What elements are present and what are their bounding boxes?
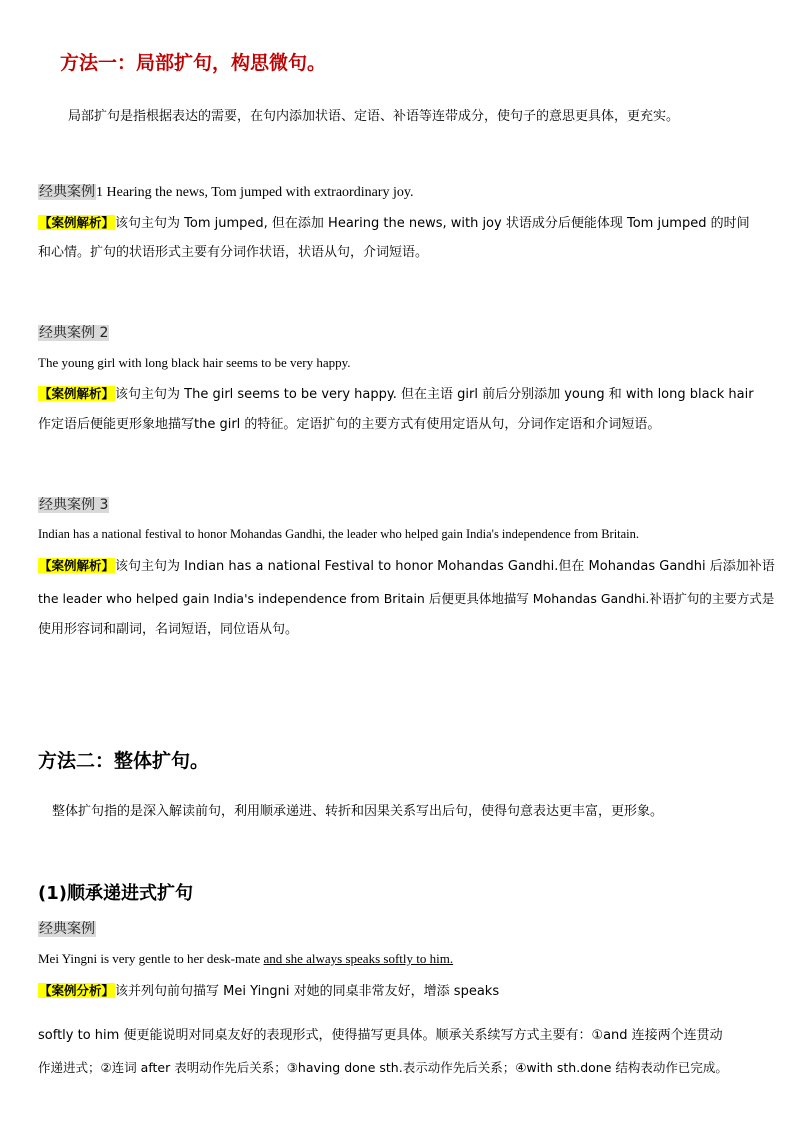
case1-analysis-text1: 该句主句为 Tom jumped, 但在添加 Hearing the news, with joy 状语成分后便能体现 Tom jumped 的时间 [115,216,750,231]
section1-analysis-line2: softly to him 便更能说明对同桌友好的表现形式，使得描写更具体。顺承关系续写方式主要有：①and 连接两个连贯动 [38,1028,723,1043]
case3-analysis-line3: 使用形容词和副词，名词短语，同位语从句。 [38,622,299,637]
method1-intro: 局部扩句是指根据表达的需要，在句内添加状语、定语、补语等连带成分，使句子的意思更具体，更充实。 [68,109,680,124]
case2-analysis-text1: 该句主句为 The girl seems to be very happy. 但在主语 girl 前后分别添加 young 和 with long black hair [115,387,754,402]
section1-title: (1)顺承递进式扩句 [38,883,193,904]
section1-sentence-plain: Mei Yingni is very gentle to her desk-mate [38,951,264,966]
case3-label: 经典案例 3 [39,497,109,513]
section1-analysis-line3: 作递进式；②连词 after 表明动作先后关系；③having done sth.表示动作先后关系；④with sth.done 结构表动作已完成。 [38,1060,728,1075]
method1-title: 方法一：局部扩句，构思微句。 [60,52,327,74]
section1-tag: 【案例分析】 [39,983,115,998]
case2-heading [38,322,109,342]
method2-intro: 整体扩句指的是深入解读前句，利用顺承递进、转折和因果关系写出后句，使得句意表达更丰富，更形象。 [52,804,664,819]
method2-title: 方法二：整体扩句。 [38,750,210,772]
case3-heading [38,494,109,514]
section1-analysis-text1: 该并列句前句描写 Mei Yingni 对她的同桌非常友好，增添 speaks [115,984,500,999]
case3-analysis-line1 [38,558,775,575]
case1-analysis-line1 [38,215,750,232]
section1-label: 经典案例 [39,921,95,937]
case1-analysis-line2: 和心情。扩句的状语形式主要有分词作状语，状语从句，介词短语。 [38,245,429,260]
case2-analysis-line2: 作定语后便能更形象地描写the girl 的特征。定语扩句的主要方式有使用定语从句，分词作定语和介词短语。 [38,417,661,432]
section1-analysis-line1 [38,983,499,1000]
case1-heading [38,181,413,201]
case2-analysis-line1 [38,386,754,403]
case2-sentence: The young girl with long black hair seems to be very happy. [38,355,351,370]
case3-analysis-line2: the leader who helped gain India's independence from Britain 后便更具体地描写 Mohandas Gandhi.补语扩句的主要方式是 [38,591,775,606]
case1-label: 经典案例 [39,184,95,200]
case1-sentence: 1 Hearing the news, Tom jumped with extraordinary joy. [96,185,414,200]
section1-sentence-underlined: and she always speaks softly to him. [263,951,454,966]
section1-sentence [38,951,453,967]
case2-tag: 【案例解析】 [39,386,115,401]
case3-sentence: Indian has a national festival to honor Mohandas Gandhi, the leader who helped gain India's independence from Britain. [38,527,640,541]
section1-heading [38,918,96,938]
case1-tag: 【案例解析】 [39,215,115,230]
case2-label: 经典案例 2 [39,325,109,341]
case3-tag: 【案例解析】 [39,558,115,573]
case3-analysis-text1: 该句主句为 Indian has a national Festival to honor Mohandas Gandhi.但在 Mohandas Gandhi 后添加补语 [115,559,775,574]
